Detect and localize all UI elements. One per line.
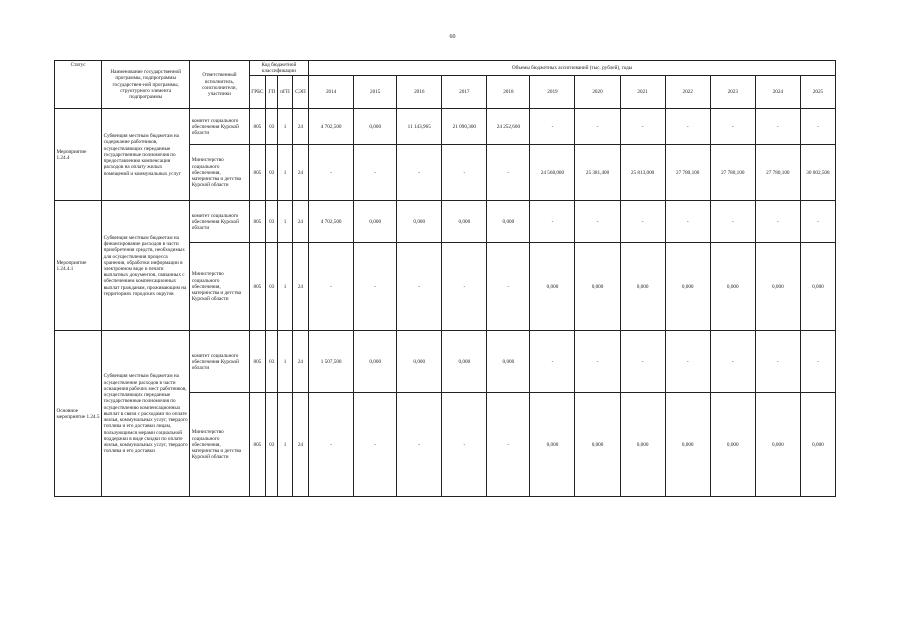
value-cell: 0,000 (442, 201, 487, 243)
value-cell: 0,000 (800, 243, 835, 331)
value-cell: - (530, 331, 575, 393)
value-cell: - (755, 331, 800, 393)
code-cell: 24 (292, 109, 308, 145)
value-cell: - (620, 201, 665, 243)
value-cell: - (354, 243, 397, 331)
col-name-header: Наименование государственной программы, подпрограммы государствен-ной программы, структурного элемента подпрограммы (102, 61, 190, 109)
value-cell: - (442, 243, 487, 331)
code-cell: 1 (278, 243, 292, 331)
col-year-header: 2020 (575, 76, 620, 109)
value-cell: 4 702,500 (309, 109, 354, 145)
value-cell: - (620, 109, 665, 145)
table-row (55, 109, 836, 145)
col-year-header: 2022 (665, 76, 710, 109)
responsible-cell: комитет социального обеспечения Курской области (190, 109, 249, 145)
code-cell: 805 (249, 145, 265, 201)
code-cell: 805 (249, 243, 265, 331)
value-cell: - (710, 201, 755, 243)
value-cell: 0,000 (755, 243, 800, 331)
value-cell: - (487, 145, 530, 201)
value-cell: 0,000 (620, 393, 665, 497)
value-cell: 0,000 (354, 201, 397, 243)
code-cell: 805 (249, 393, 265, 497)
value-cell: 0,000 (487, 331, 530, 393)
responsible-cell: комитет социального обеспечения Курской области (190, 201, 249, 243)
value-cell: 0,000 (575, 393, 620, 497)
code-cell: 805 (249, 331, 265, 393)
col-sep-header: СЭП (292, 76, 308, 109)
value-cell: - (710, 331, 755, 393)
value-cell: - (665, 331, 710, 393)
value-cell: 27 780,100 (755, 145, 800, 201)
value-cell: 0,000 (530, 393, 575, 497)
code-cell: 805 (249, 109, 265, 145)
value-cell: 1 507,500 (309, 331, 354, 393)
code-cell: 24 (292, 331, 308, 393)
value-cell: - (575, 201, 620, 243)
value-cell: - (487, 393, 530, 497)
code-cell: 1 (278, 331, 292, 393)
value-cell: 11 143,965 (397, 109, 442, 145)
value-cell: 0,000 (800, 393, 835, 497)
col-year-header: 2018 (487, 76, 530, 109)
col-year-header: 2015 (354, 76, 397, 109)
responsible-cell: Министерство социального обеспечения, материнства и детства Курской области (190, 393, 249, 497)
code-cell: 1 (278, 201, 292, 243)
col-responsible-header: Ответственный исполнитель, соисполнители, участники (190, 61, 249, 109)
value-cell: 0,000 (442, 331, 487, 393)
value-cell: 0,000 (710, 243, 755, 331)
responsible-cell: комитет социального обеспечения Курской области (190, 331, 249, 393)
value-cell: - (530, 201, 575, 243)
code-cell: 24 (292, 145, 308, 201)
value-cell: 0,000 (575, 243, 620, 331)
responsible-cell: Министерство социального обеспечения, материнства и детства Курской области (190, 243, 249, 331)
value-cell: - (354, 393, 397, 497)
value-cell: - (487, 243, 530, 331)
value-cell: 25 381,400 (575, 145, 620, 201)
value-cell: - (755, 201, 800, 243)
col-year-header: 2023 (710, 76, 755, 109)
value-cell: - (309, 243, 354, 331)
col-year-header: 2025 (800, 76, 835, 109)
code-cell: 03 (266, 109, 278, 145)
value-cell: - (800, 331, 835, 393)
value-cell: 0,000 (354, 331, 397, 393)
code-cell: 03 (266, 201, 278, 243)
code-cell: 24 (292, 393, 308, 497)
responsible-cell: Министерство социального обеспечения, материнства и детства Курской области (190, 145, 249, 201)
value-cell: - (800, 201, 835, 243)
status-cell: Основное мероприятие 1.24.5 (55, 331, 102, 497)
col-year-header: 2017 (442, 76, 487, 109)
status-cell: Мероприятие 1.24.4.1 (55, 201, 102, 331)
value-cell: - (665, 109, 710, 145)
col-year-header: 2024 (755, 76, 800, 109)
value-cell: - (575, 331, 620, 393)
value-cell: - (442, 145, 487, 201)
col-pgp-header: пГП (278, 76, 292, 109)
value-cell: 0,000 (755, 393, 800, 497)
code-cell: 24 (292, 201, 308, 243)
value-cell: - (397, 393, 442, 497)
value-cell: - (530, 109, 575, 145)
page-number: 60 (449, 34, 456, 40)
value-cell: - (442, 393, 487, 497)
code-cell: 1 (278, 145, 292, 201)
value-cell: - (309, 145, 354, 201)
code-cell: 03 (266, 393, 278, 497)
code-cell: 03 (266, 331, 278, 393)
value-cell: 27 780,100 (665, 145, 710, 201)
col-year-header: 2019 (530, 76, 575, 109)
value-cell: - (397, 243, 442, 331)
value-cell: - (710, 109, 755, 145)
name-cell: Субвенция местным бюджетам на финансирование расходов в части приобретения средств, необходимых для осуществления процесса хранения, обработки информации в электронном виде и печати выплатных документов, связанных с обеспечением компенсационных выплат гражданам, проживающим на территориях городских округов (102, 201, 190, 331)
value-cell: 0,000 (354, 109, 397, 145)
col-year-header: 2016 (397, 76, 442, 109)
col-year-header: 2014 (309, 76, 354, 109)
value-cell: 0,000 (397, 331, 442, 393)
value-cell: - (755, 109, 800, 145)
value-cell: 24 568,000 (530, 145, 575, 201)
value-cell: 0,000 (530, 243, 575, 331)
col-year-header: 2021 (620, 76, 665, 109)
value-cell: 0,000 (710, 393, 755, 497)
value-cell: 0,000 (620, 243, 665, 331)
value-cell: - (354, 145, 397, 201)
value-cell: 0,000 (397, 201, 442, 243)
value-cell: - (575, 109, 620, 145)
value-cell: 0,000 (665, 393, 710, 497)
col-volumes-header: Объемы бюджетных ассигнований (тыс. рублей), годы (309, 61, 836, 76)
value-cell: - (397, 145, 442, 201)
code-cell: 1 (278, 109, 292, 145)
col-status-header: Статус (55, 61, 102, 109)
value-cell: 21 090,300 (442, 109, 487, 145)
value-cell: 27 780,100 (710, 145, 755, 201)
table-row (55, 201, 836, 243)
code-cell: 805 (249, 201, 265, 243)
value-cell: - (309, 393, 354, 497)
name-cell: Субвенция местным бюджетам на осуществление расходов в части оснащения рабочих мест работников, осуществляющих переданные государственные полномочия по осуществлению компенсационных выплат в связи с расходами по оплате жилья, коммунальных услуг, твердого топлива и его доставки лицам, пользующимся мерами социальной поддержки в виде скидки по оплате жилья, коммунальных услуг, твердого топлива и его доставки (102, 331, 190, 497)
budget-table (54, 60, 836, 497)
value-cell: 30 002,508 (800, 145, 835, 201)
status-cell: Мероприятие 1.24.4 (55, 109, 102, 201)
value-cell: 0,000 (487, 201, 530, 243)
table-row (55, 331, 836, 393)
value-cell: 25 813,000 (620, 145, 665, 201)
name-cell: Субвенция местным бюджетам на содержание работников, осуществляющих переданные государственные полномочия по предоставлению компенсации расходов на оплату жилых помещений и коммунальных услуг (102, 109, 190, 201)
code-cell: 24 (292, 243, 308, 331)
code-cell: 1 (278, 393, 292, 497)
col-grbs-header: ГРБС (249, 76, 265, 109)
col-budget-code-header: Код бюджетной классификации (249, 61, 308, 76)
value-cell: - (620, 331, 665, 393)
col-gp-header: ГП (266, 76, 278, 109)
code-cell: 03 (266, 243, 278, 331)
value-cell: - (665, 201, 710, 243)
value-cell: - (800, 109, 835, 145)
value-cell: 0,000 (665, 243, 710, 331)
value-cell: 24 252,600 (487, 109, 530, 145)
code-cell: 03 (266, 145, 278, 201)
value-cell: 4 702,500 (309, 201, 354, 243)
